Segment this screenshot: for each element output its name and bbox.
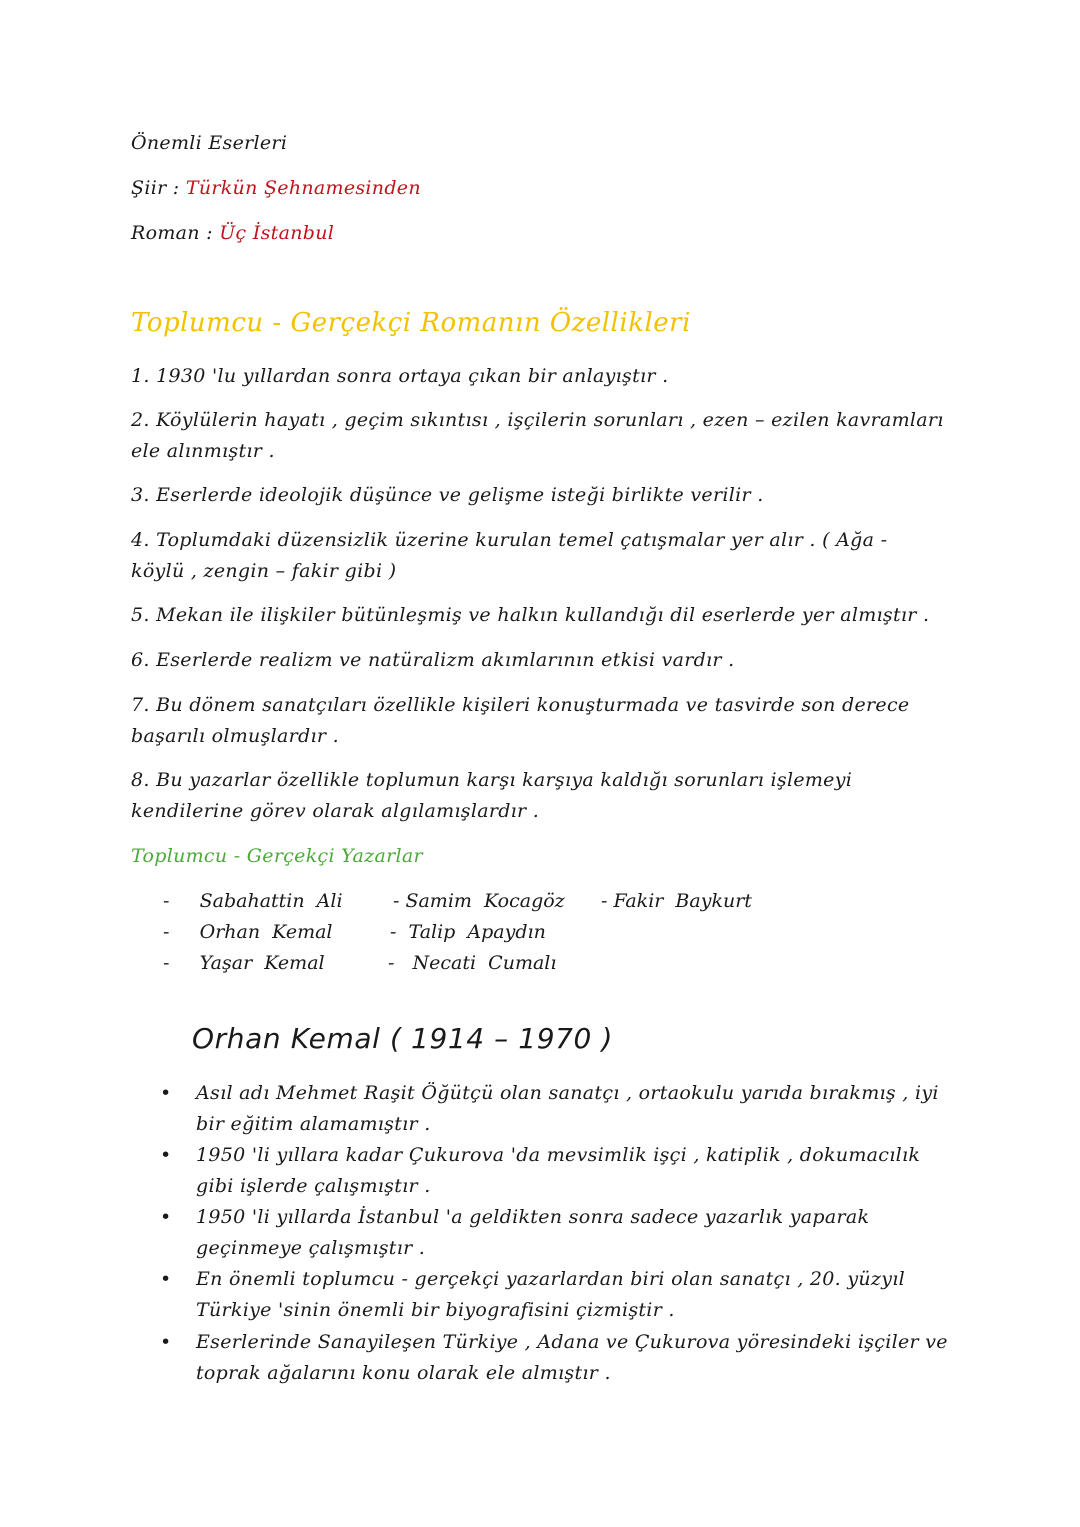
feature-item-4: 4. Toplumdaki düzensizlik üzerine kurulan temel çatışmalar yer alır . ( Ağa - köylü , zengin – fakir gibi ) xyxy=(131,529,888,582)
bullet-icon: • xyxy=(160,1206,172,1228)
feature-item-8: 8. Bu yazarlar özellikle toplumun karşı karşıya kaldığı sorunları işlemeyi kendilerine görev olarak algılamışlardır . xyxy=(131,769,853,822)
works-heading: Önemli Eserleri xyxy=(131,132,288,154)
author-bullet-1 xyxy=(160,1078,950,1140)
writer-list-item: - Orhan Kemal xyxy=(163,921,333,943)
bullet-text: Asıl adı Mehmet Raşit Öğütçü olan sanatçı , ortaokulu yarıda bırakmış , iyi bir eğitim alamamıştır . xyxy=(196,1082,939,1135)
author-bullet-2 xyxy=(160,1140,950,1202)
features-heading: Toplumcu - Gerçekçi Romanın Özellikleri xyxy=(131,308,691,338)
feature-item-5: 5. Mekan ile ilişkiler bütünleşmiş ve halkın kullandığı dil eserlerde yer almıştır . xyxy=(131,604,930,626)
feature-item-3: 3. Eserlerde ideolojik düşünce ve gelişme isteği birlikte verilir . xyxy=(131,484,764,506)
novel-title: Üç İstanbul xyxy=(219,222,335,244)
feature-item-7: 7. Bu dönem sanatçıları özellikle kişileri konuşturmada ve tasvirde son derece başarılı olmuşlardır . xyxy=(131,694,910,747)
poetry-label: Şiir : xyxy=(131,177,180,199)
poetry-title: Türkün Şehnamesinden xyxy=(185,177,421,199)
feature-item-1: 1. 1930 'lu yıllardan sonra ortaya çıkan bir anlayıştır . xyxy=(131,365,669,387)
writer-list-item: - Talip Apaydın xyxy=(390,921,546,943)
author-bullet-3 xyxy=(160,1202,950,1264)
writer-list-item: - Fakir Baykurt xyxy=(601,890,752,912)
author-bullet-5 xyxy=(160,1327,950,1389)
bullet-icon: • xyxy=(160,1268,172,1290)
writer-list-item: - Samim Kocagöz xyxy=(393,890,565,912)
bullet-text: 1950 'li yıllara kadar Çukurova 'da mevsimlik işçi , katiplik , dokumacılık gibi işlerde çalışmıştır . xyxy=(196,1144,921,1197)
writer-list-item: - Sabahattin Ali xyxy=(163,890,343,912)
novel-label: Roman : xyxy=(131,222,213,244)
bullet-text: Eserlerinde Sanayileşen Türkiye , Adana ve Çukurova yöresindeki işçiler ve toprak ağalarını konu olarak ele almıştır . xyxy=(196,1331,948,1384)
bullet-icon: • xyxy=(160,1331,172,1353)
bullet-icon: • xyxy=(160,1144,172,1166)
writer-list-item: - Necati Cumalı xyxy=(388,952,557,974)
poetry-line xyxy=(131,173,421,204)
bullet-icon: • xyxy=(160,1082,172,1104)
novel-line xyxy=(131,218,334,249)
author-heading: Orhan Kemal ( 1914 – 1970 ) xyxy=(192,1022,613,1055)
writer-list-item: - Yaşar Kemal xyxy=(163,952,325,974)
bullet-text: 1950 'li yıllarda İstanbul 'a geldikten sonra sadece yazarlık yaparak geçinmeye çalışmıştır . xyxy=(196,1206,870,1259)
bullet-text: En önemli toplumcu - gerçekçi yazarlardan biri olan sanatçı , 20. yüzyıl Türkiye 'sinin önemli bir biyografisini çizmiştir . xyxy=(196,1268,905,1321)
author-bullet-4 xyxy=(160,1264,950,1326)
writers-heading: Toplumcu - Gerçekçi Yazarlar xyxy=(131,845,423,867)
feature-item-2: 2. Köylülerin hayatı , geçim sıkıntısı , işçilerin sorunları , ezen – ezilen kavramları ele alınmıştır . xyxy=(131,409,944,462)
feature-item-6: 6. Eserlerde realizm ve natüralizm akımlarının etkisi vardır . xyxy=(131,649,735,671)
